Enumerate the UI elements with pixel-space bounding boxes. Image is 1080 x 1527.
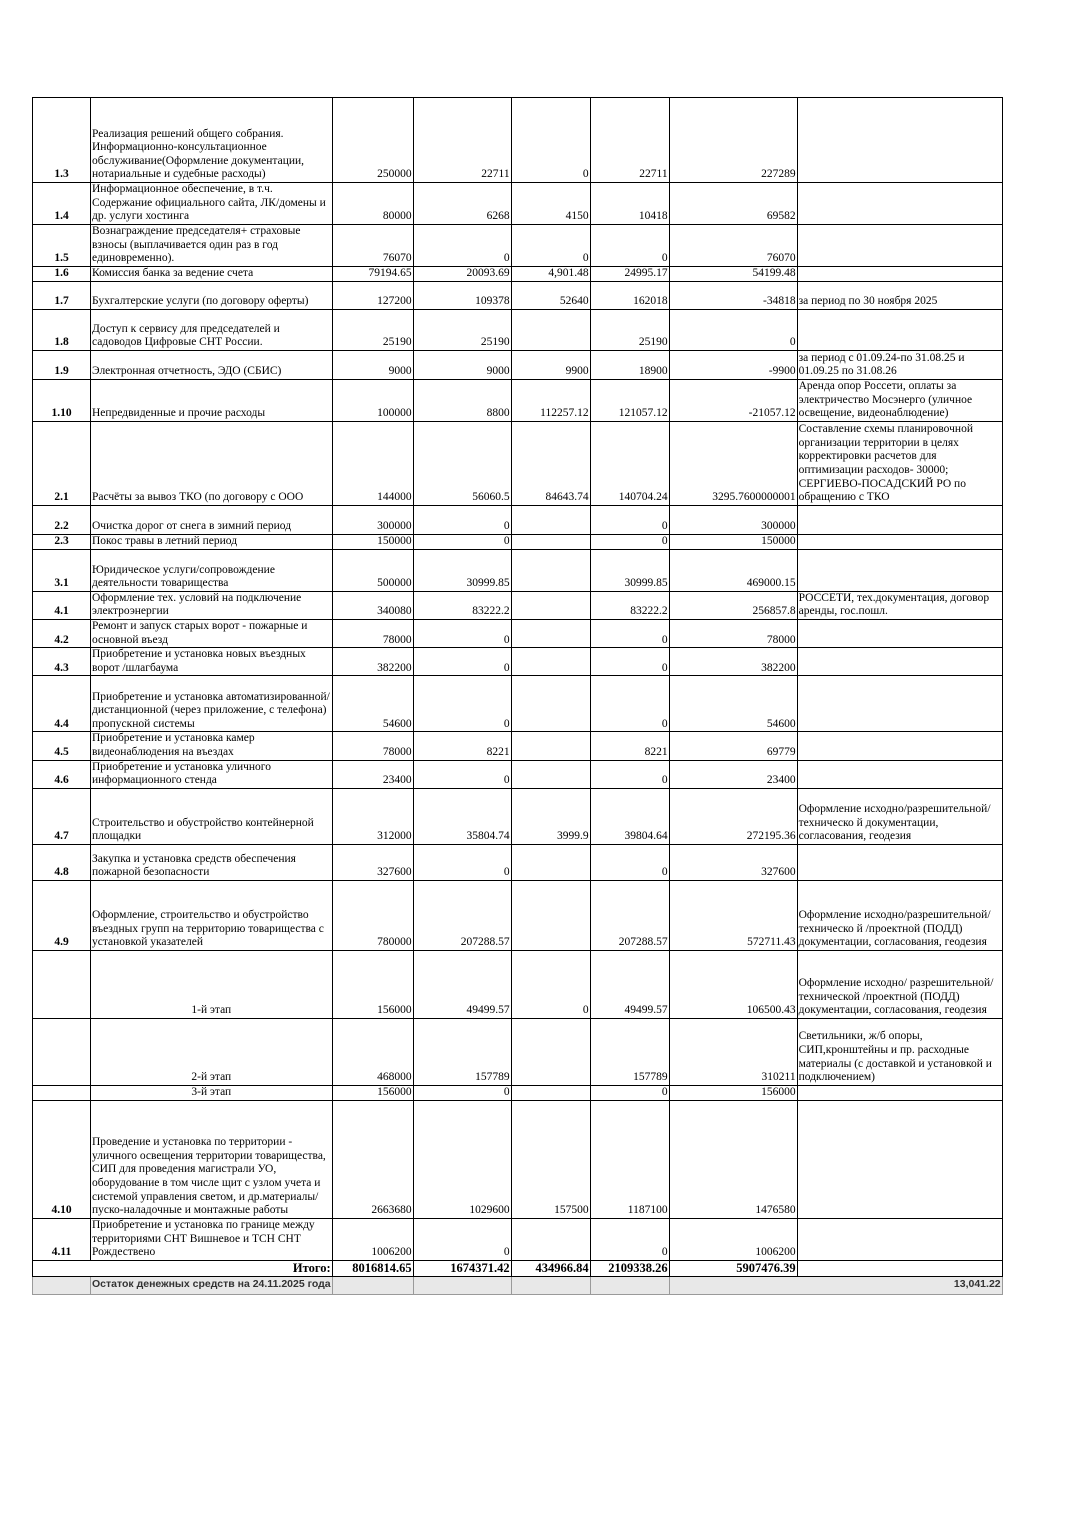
cell-plan: 780000 [332, 880, 413, 950]
cell-paid-now: 52640 [511, 281, 590, 309]
row-number: 4.6 [33, 760, 91, 788]
row-number: 1.8 [33, 309, 91, 350]
cell-paid-before: 6268 [413, 183, 511, 225]
row-number: 2.3 [33, 534, 91, 549]
cell-note [797, 619, 1002, 647]
table-row [33, 1085, 1003, 1100]
row-number: 4.10 [33, 1100, 91, 1218]
cell-note: РОССЕТИ, тех.документация, договор аренды, гос.пошл. [797, 591, 1002, 619]
cell-balance: 0 [669, 309, 797, 350]
cell-balance: 272195.36 [669, 788, 797, 844]
row-name: Приобретение и установка уличного информационного стенда [91, 760, 333, 788]
cell-note: Составление схемы планировочной организации территории в целях корректировки расчетов для оптимизации расходов- 30000; СЕРГИЕВО-ПОСАДСКИЙ РО по обращению с ТКО [797, 421, 1002, 505]
cell-paid-total: 10418 [590, 183, 669, 225]
total-note [797, 1260, 1002, 1276]
row-name: Приобретение и установка по границе между территориями СНТ Вишневое и ТСН СНТ Рождествено [91, 1218, 333, 1260]
cell-paid-total: 0 [590, 1218, 669, 1260]
row-name: Доступ к сервису для председателей и садоводов Цифровые СНТ России. [91, 309, 333, 350]
cell-plan: 2663680 [332, 1100, 413, 1218]
cell-paid-total: 18900 [590, 350, 669, 379]
cell-note [797, 534, 1002, 549]
cell-paid-now [511, 309, 590, 350]
cell-balance: 54199.48 [669, 266, 797, 281]
cell-note: Оформление исходно/разрешительной/техническо й документации, согласования, геодезия [797, 788, 1002, 844]
row-name: Оформление тех. условий на подключение электроэнергии [91, 591, 333, 619]
cell-paid-before: 22711 [413, 98, 511, 183]
table-row [33, 732, 1003, 760]
cell-paid-now [511, 619, 590, 647]
cell-plan: 327600 [332, 844, 413, 880]
row-number: 4.9 [33, 880, 91, 950]
cell-paid-total: 207288.57 [590, 880, 669, 950]
cell-note [797, 648, 1002, 676]
row-name: Проведение и установка по территории - уличного освещения территории товарищества, СИП для проведения магистрали УО, оборудование в том числе щит с узлом учета и системой управления светом, и др.материалы/ пуско-наладочные и монтажные работы [91, 1100, 333, 1218]
cell-paid-total: 0 [590, 1085, 669, 1100]
row-name: Непредвиденные и прочие расходы [91, 379, 333, 421]
cell-paid-total: 0 [590, 844, 669, 880]
cell-paid-now [511, 648, 590, 676]
row-number: 4.4 [33, 676, 91, 732]
cell-paid-now: 0 [511, 98, 590, 183]
cell-paid-total: 83222.2 [590, 591, 669, 619]
cell-balance: 256857.8 [669, 591, 797, 619]
cell-paid-before: 20093.69 [413, 266, 511, 281]
total-paid-now: 434966.84 [511, 1260, 590, 1276]
cell-balance: 76070 [669, 224, 797, 266]
table-row [33, 1218, 1003, 1260]
cell-paid-before: 157789 [413, 1018, 511, 1085]
cell-paid-before: 0 [413, 1085, 511, 1100]
row-number: 1.10 [33, 379, 91, 421]
row-name: Приобретение и установка автоматизированной/ дистанционной (через приложение, с телефона) пропускной системы [91, 676, 333, 732]
cell-paid-before: 0 [413, 760, 511, 788]
cell-paid-now: 84643.74 [511, 421, 590, 505]
cell-note [797, 1100, 1002, 1218]
row-name: Закупка и установка средств обеспечения пожарной безопасности [91, 844, 333, 880]
cell-paid-now: 4150 [511, 183, 590, 225]
total-label: Итого: [33, 1260, 333, 1276]
table-row [33, 98, 1003, 183]
cell-paid-before: 0 [413, 648, 511, 676]
row-number: 4.11 [33, 1218, 91, 1260]
row-number: 4.8 [33, 844, 91, 880]
cell-note [797, 549, 1002, 591]
cell-note [797, 676, 1002, 732]
cell-paid-before: 8221 [413, 732, 511, 760]
cell-note: за период с 01.09.24-по 31.08.25 и 01.09.25 по 31.08.26 [797, 350, 1002, 379]
row-number: 4.5 [33, 732, 91, 760]
table-row [33, 844, 1003, 880]
cell-balance: -21057.12 [669, 379, 797, 421]
row-name: 2-й этап [91, 1018, 333, 1085]
cell-paid-now [511, 880, 590, 950]
cell-note [797, 760, 1002, 788]
cell-note: Аренда опор Россети, оплаты за электричество Мосэнерго (уличное освещение, видеонаблюдение) [797, 379, 1002, 421]
cell-paid-total: 25190 [590, 309, 669, 350]
row-name: Покос травы в летний период [91, 534, 333, 549]
row-number: 1.9 [33, 350, 91, 379]
cell-balance: 382200 [669, 648, 797, 676]
cell-paid-now [511, 1218, 590, 1260]
cell-balance: 572711.43 [669, 880, 797, 950]
cell-plan: 150000 [332, 534, 413, 549]
cell-balance: 156000 [669, 1085, 797, 1100]
row-number: 4.1 [33, 591, 91, 619]
table-row [33, 309, 1003, 350]
cell-note [797, 266, 1002, 281]
cell-note [797, 224, 1002, 266]
cell-plan: 312000 [332, 788, 413, 844]
cell-paid-total: 8221 [590, 732, 669, 760]
remainder-empty-cell [332, 1276, 413, 1294]
cell-paid-now: 112257.12 [511, 379, 590, 421]
cell-balance: 1476580 [669, 1100, 797, 1218]
cell-plan: 9000 [332, 350, 413, 379]
cell-plan: 100000 [332, 379, 413, 421]
cell-balance: 310211 [669, 1018, 797, 1085]
cell-plan: 78000 [332, 619, 413, 647]
cell-plan: 127200 [332, 281, 413, 309]
cell-balance: 23400 [669, 760, 797, 788]
cell-note: Оформление исходно/ разрешительной/технической /проектной (ПОДД) документации, согласования, геодезия [797, 950, 1002, 1018]
cell-paid-now [511, 844, 590, 880]
table-row [33, 648, 1003, 676]
cell-paid-before: 9000 [413, 350, 511, 379]
cell-plan: 54600 [332, 676, 413, 732]
cell-paid-now: 0 [511, 224, 590, 266]
cell-paid-before: 30999.85 [413, 549, 511, 591]
row-name: Бухгалтерские услуги (по договору оферты) [91, 281, 333, 309]
cell-paid-before: 35804.74 [413, 788, 511, 844]
cell-balance: 78000 [669, 619, 797, 647]
cell-paid-total: 0 [590, 505, 669, 534]
cell-note [797, 732, 1002, 760]
table-row [33, 788, 1003, 844]
cell-plan: 80000 [332, 183, 413, 225]
table-row [33, 350, 1003, 379]
cell-paid-total: 0 [590, 760, 669, 788]
cell-paid-total: 0 [590, 534, 669, 549]
row-number: 3.1 [33, 549, 91, 591]
cell-paid-before: 0 [413, 534, 511, 549]
cell-note [797, 98, 1002, 183]
remainder-value: 13,041.22 [669, 1276, 1002, 1294]
cell-balance: 3295.7600000001 [669, 421, 797, 505]
table-row [33, 760, 1003, 788]
cell-note: Оформление исходно/разрешительной/техническо й /проектной (ПОДД) документации, согласования, геодезия [797, 880, 1002, 950]
row-number: 2.2 [33, 505, 91, 534]
cell-plan: 500000 [332, 549, 413, 591]
cell-paid-before: 25190 [413, 309, 511, 350]
row-number: 1.3 [33, 98, 91, 183]
cell-plan: 76070 [332, 224, 413, 266]
cell-balance: 54600 [669, 676, 797, 732]
cell-note [797, 844, 1002, 880]
cell-note [797, 505, 1002, 534]
cell-paid-total: 162018 [590, 281, 669, 309]
cell-paid-total: 24995.17 [590, 266, 669, 281]
cell-paid-now: 3999.9 [511, 788, 590, 844]
row-name: Ремонт и запуск старых ворот - пожарные и основной въезд [91, 619, 333, 647]
row-name: 1-й этап [91, 950, 333, 1018]
table-row [33, 1018, 1003, 1085]
table-row [33, 591, 1003, 619]
cell-paid-before: 0 [413, 224, 511, 266]
cell-balance: 300000 [669, 505, 797, 534]
cell-paid-before: 49499.57 [413, 950, 511, 1018]
cell-balance: -34818 [669, 281, 797, 309]
cell-paid-total: 49499.57 [590, 950, 669, 1018]
cell-paid-before: 0 [413, 1218, 511, 1260]
cell-plan: 78000 [332, 732, 413, 760]
cell-paid-before: 83222.2 [413, 591, 511, 619]
cell-note [797, 309, 1002, 350]
table-row [33, 950, 1003, 1018]
table-row [33, 505, 1003, 534]
cell-paid-before: 0 [413, 844, 511, 880]
cell-paid-before: 8800 [413, 379, 511, 421]
cell-paid-total: 157789 [590, 1018, 669, 1085]
cell-plan: 156000 [332, 1085, 413, 1100]
row-number: 1.6 [33, 266, 91, 281]
table-row [33, 619, 1003, 647]
row-name: Приобретение и установка новых въездных ворот /шлагбаума [91, 648, 333, 676]
cell-paid-now [511, 676, 590, 732]
remainder-empty-cell [413, 1276, 511, 1294]
cell-plan: 79194.65 [332, 266, 413, 281]
cell-paid-now [511, 591, 590, 619]
cell-plan: 144000 [332, 421, 413, 505]
cell-paid-total: 0 [590, 619, 669, 647]
cell-balance: 69779 [669, 732, 797, 760]
row-number [33, 950, 91, 1018]
cell-paid-before: 109378 [413, 281, 511, 309]
remainder-blank [33, 1276, 91, 1294]
cell-balance: -9900 [669, 350, 797, 379]
cell-paid-total: 1187100 [590, 1100, 669, 1218]
cell-balance: 1006200 [669, 1218, 797, 1260]
cell-paid-total: 0 [590, 224, 669, 266]
row-name: Юридическое услуги/сопровождение деятельности товарищества [91, 549, 333, 591]
row-name: 3-й этап [91, 1085, 333, 1100]
cell-note: Светильники, ж/б опоры, СИП,кронштейны и пр. расходные материалы (с доставкой и установкой и подключением) [797, 1018, 1002, 1085]
cell-paid-total: 30999.85 [590, 549, 669, 591]
row-number: 1.7 [33, 281, 91, 309]
table-row [33, 1100, 1003, 1218]
total-plan: 8016814.65 [332, 1260, 413, 1276]
cell-balance: 106500.43 [669, 950, 797, 1018]
cell-note: за период по 30 ноября 2025 [797, 281, 1002, 309]
table-row [33, 281, 1003, 309]
cell-balance: 69582 [669, 183, 797, 225]
cell-paid-total: 121057.12 [590, 379, 669, 421]
row-name: Комиссия банка за ведение счета [91, 266, 333, 281]
table-row [33, 880, 1003, 950]
row-number: 4.7 [33, 788, 91, 844]
cell-plan: 300000 [332, 505, 413, 534]
row-name: Приобретение и установка камер видеонаблюдения на въездах [91, 732, 333, 760]
row-name: Вознаграждение председателя+ страховые взносы (выплачивается один раз в год единовременно). [91, 224, 333, 266]
cell-paid-before: 56060.5 [413, 421, 511, 505]
remainder-row [33, 1276, 1003, 1294]
row-name: Реализация решений общего собрания. Информационно-консультационное обслуживание(Оформление документации, нотариальные и судебные расходы) [91, 98, 333, 183]
cell-paid-total: 39804.64 [590, 788, 669, 844]
cell-paid-before: 0 [413, 619, 511, 647]
cell-paid-total: 0 [590, 648, 669, 676]
cell-plan: 340080 [332, 591, 413, 619]
row-number: 4.3 [33, 648, 91, 676]
cell-balance: 150000 [669, 534, 797, 549]
cell-paid-total: 22711 [590, 98, 669, 183]
budget-table [32, 97, 1003, 1295]
row-name: Электронная отчетность, ЭДО (СБИС) [91, 350, 333, 379]
row-number: 1.5 [33, 224, 91, 266]
remainder-empty-cell [590, 1276, 669, 1294]
table-row [33, 421, 1003, 505]
cell-paid-now [511, 534, 590, 549]
cell-plan: 382200 [332, 648, 413, 676]
total-balance: 5907476.39 [669, 1260, 797, 1276]
cell-paid-total: 0 [590, 676, 669, 732]
cell-plan: 250000 [332, 98, 413, 183]
cell-paid-now: 0 [511, 950, 590, 1018]
row-number: 4.2 [33, 619, 91, 647]
total-paid-before: 1674371.42 [413, 1260, 511, 1276]
table-row [33, 183, 1003, 225]
cell-plan: 156000 [332, 950, 413, 1018]
cell-paid-now [511, 1085, 590, 1100]
table-row [33, 676, 1003, 732]
row-name: Оформление, строительство и обустройство въездных групп на территорию товарищества с установкой указателей [91, 880, 333, 950]
cell-paid-now [511, 1018, 590, 1085]
table-row [33, 379, 1003, 421]
row-number [33, 1018, 91, 1085]
cell-plan: 23400 [332, 760, 413, 788]
cell-balance: 227289 [669, 98, 797, 183]
cell-plan: 1006200 [332, 1218, 413, 1260]
cell-paid-now: 157500 [511, 1100, 590, 1218]
remainder-label: Остаток денежных средств на 24.11.2025 года [91, 1276, 333, 1294]
row-name: Строительство и обустройство контейнерной площадки [91, 788, 333, 844]
table-row [33, 224, 1003, 266]
cell-note [797, 1085, 1002, 1100]
row-number: 1.4 [33, 183, 91, 225]
cell-paid-now: 9900 [511, 350, 590, 379]
remainder-empty-cell [511, 1276, 590, 1294]
cell-balance: 327600 [669, 844, 797, 880]
table-row [33, 549, 1003, 591]
row-name: Очистка дорог от снега в зимний период [91, 505, 333, 534]
total-paid-total: 2109338.26 [590, 1260, 669, 1276]
table-row [33, 266, 1003, 281]
cell-note [797, 1218, 1002, 1260]
cell-paid-total: 140704.24 [590, 421, 669, 505]
cell-paid-before: 207288.57 [413, 880, 511, 950]
cell-paid-before: 1029600 [413, 1100, 511, 1218]
cell-note [797, 183, 1002, 225]
row-name: Информационное обеспечение, в т.ч. Содержание официального сайта, ЛК/домены и др. услуги хостинга [91, 183, 333, 225]
table-row [33, 534, 1003, 549]
row-number [33, 1085, 91, 1100]
cell-paid-now [511, 732, 590, 760]
cell-paid-now [511, 505, 590, 534]
cell-paid-now: 4,901.48 [511, 266, 590, 281]
cell-paid-now [511, 760, 590, 788]
cell-plan: 468000 [332, 1018, 413, 1085]
cell-paid-before: 0 [413, 505, 511, 534]
cell-balance: 469000.15 [669, 549, 797, 591]
row-number: 2.1 [33, 421, 91, 505]
row-name: Расчёты за вывоз ТКО (по договору с ООО [91, 421, 333, 505]
cell-paid-before: 0 [413, 676, 511, 732]
total-row [33, 1260, 1003, 1276]
cell-plan: 25190 [332, 309, 413, 350]
cell-paid-now [511, 549, 590, 591]
